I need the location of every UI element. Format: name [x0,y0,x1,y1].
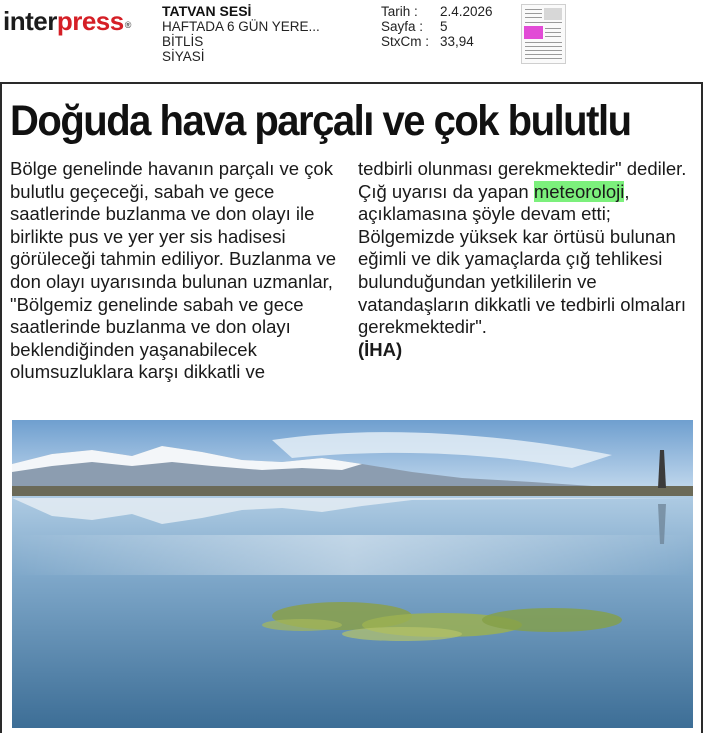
article-headline: Doğuda hava parçalı ve çok bulutlu [10,97,631,145]
thumbnail-line [525,22,562,23]
page-thumbnail[interactable] [521,4,566,64]
meta-label: Sayfa : [381,19,424,34]
cloud-reflection [12,535,693,575]
publication-info [162,4,320,64]
news-agency-source: (İHA) [358,338,403,360]
article-paragraph [358,181,698,339]
thumbnail-line [525,9,542,10]
thumbnail-line [525,50,562,51]
article-paragraph: tedbirli olunması gerekmektedir" dediler. [358,158,687,179]
thumbnail-line [545,28,561,29]
thumbnail-line [525,42,562,43]
article-photo-lake-mountains [12,420,693,728]
meta-row-size [381,34,493,49]
thumbnail-line [525,46,562,47]
highlighted-keyword: meteoroloji [533,180,625,202]
meta-value: 33,94 [440,34,474,49]
thumbnail-line [545,32,561,33]
clipping-meta [381,4,493,49]
thumbnail-line [525,54,562,55]
meta-label: StxCm : [381,34,430,49]
thumbnail-line [525,17,542,18]
meta-value: 2.4.2026 [440,4,493,19]
publication-name: TATVAN SESİ [162,3,252,19]
meta-row-page [381,19,493,34]
article-column-1 [10,158,345,384]
shoreline [12,486,693,496]
logo-text-inter: inter [3,6,57,36]
article-column-2 [358,158,698,361]
thumbnail-line [545,36,561,37]
thumbnail-line [525,58,562,59]
thumbnail-block [544,8,562,20]
article-paragraph: Bölge genelinde havanın parçalı ve çok bulutlu geçeceği, sabah ve gece saatlerinde buzlanma ve don olayı ile birlikte pus ve yer yer sis hadisesi görüleceği tahmin ediliyor. Buzlanma ve don olayı uyarısında bulunan uzmanlar, "Bölgemiz genelinde sabah ve gece saatlerinde buzlanma ve don olayı beklendiğinden yaşanabilecek olumsuzluklara karşı dikkatli ve [10,158,336,383]
meta-row-date [381,4,493,19]
publication-city: BİTLİS [162,34,204,49]
registered-mark: ® [124,20,131,30]
paragraph-text: , açıklamasına şöyle devam etti; Bölgemizde yüksek kar örtüsü bulunan eğimli ve dik yamaçlarda çığ tehlikesi bulunduğundan yetkililerin ve vatandaşların dikkatli ve tedbirli olmaları gerekmektedir". [358,180,687,338]
logo-text-press: press [56,6,124,36]
paragraph-text: Çığ uyarısı da yapan [358,180,534,202]
thumbnail-line [525,13,542,14]
photo-illustration [12,420,693,728]
meta-label: Tarih : [381,4,418,19]
publication-category: SİYASİ [162,49,205,64]
meta-value: 5 [440,19,448,34]
thumbnail-highlight [524,26,543,39]
interpress-logo [3,6,131,36]
publication-frequency: HAFTADA 6 GÜN YERE... [162,19,320,34]
